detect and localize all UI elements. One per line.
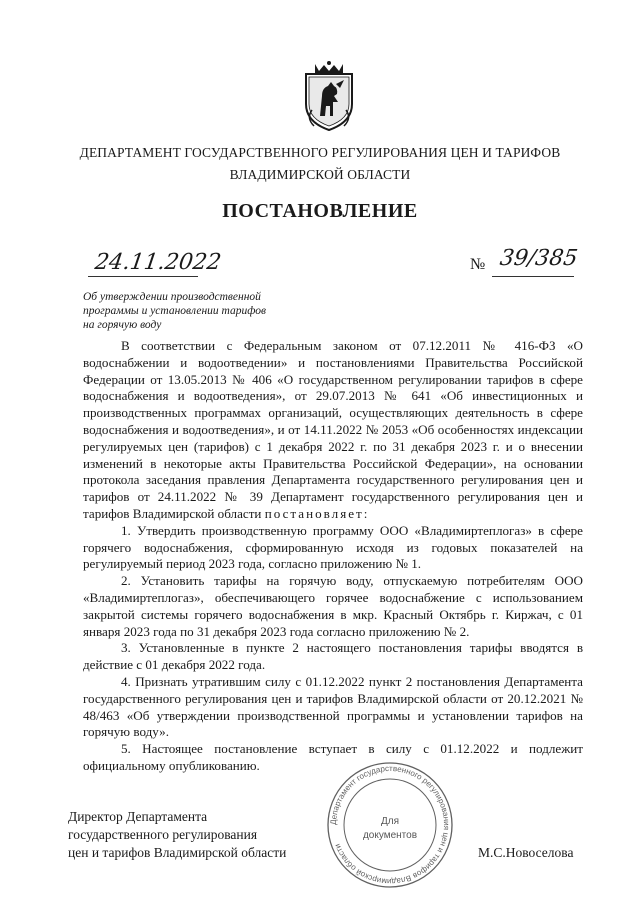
official-stamp-icon <box>320 760 460 890</box>
document-subject <box>83 290 293 332</box>
subject-line: на горячую воду <box>83 319 162 331</box>
subject-line: программы и установлении тарифов <box>83 305 266 317</box>
document-number: 39/385 <box>498 246 580 271</box>
item-4: 4. Признать утратившим силу с 01.12.2022 пункт 2 постановления Департамента государственного регулирования цен и тарифов Владимирской области от 20.12.2021 № 48/463 «Об утверждении производственной программы и установлении тарифов на горячую воду». <box>83 673 583 740</box>
stamp-ring-text: Департамент государственного регулирования цен и тарифов Владимирской области <box>328 763 452 887</box>
signatory-title-line: цен и тарифов Владимирской области <box>68 845 287 860</box>
stamp-inner-line2: документов <box>362 830 418 841</box>
item-5: 5. Настоящее постановление вступает в силу с 01.12.2022 и подлежит официальному опубликованию. <box>83 741 583 773</box>
signatory-name: М.С.Новоселова <box>478 845 574 860</box>
date-underline <box>88 276 198 277</box>
document-body <box>83 338 583 775</box>
number-underline <box>492 276 574 277</box>
department-name-line2: ВЛАДИМИРСКОЙ ОБЛАСТИ <box>229 167 411 182</box>
number-sign: № <box>470 256 486 273</box>
item-2: 2. Установить тарифы на горячую воду, отпускаемую потребителям ООО «Владимиртеплогаз», обеспечивающего горячее водоснабжение с использованием закрытой системы горячего водоснабжения в мкр. Красный Октябрь г. Киржач, с 01 января 2023 года по 31 декабря 2023 года согласно приложению № 2. <box>83 573 583 639</box>
preamble-paragraph <box>83 338 583 523</box>
document-title: ПОСТАНОВЛЕНИЕ <box>222 200 418 222</box>
resolves-word: постановляет: <box>264 505 370 521</box>
subject-line: Об утверждении производственной <box>83 291 261 303</box>
item-3: 3. Установленные в пункте 2 настоящего постановления тарифы вводятся в действие с 01 декабря 2022 года. <box>83 640 583 673</box>
coat-of-arms-icon <box>300 60 358 132</box>
signatory-title-line: государственного регулирования <box>68 827 258 842</box>
stamp-inner-line1: Для <box>380 816 400 827</box>
department-name-line1: ДЕПАРТАМЕНТ ГОСУДАРСТВЕННОГО РЕГУЛИРОВАНИЯ ЦЕН И ТАРИФОВ <box>79 145 561 160</box>
document-date: 24.11.2022 <box>93 250 223 275</box>
signatory-title-line: Директор Департамента <box>68 809 208 824</box>
item-1: 1. Утвердить производственную программу ООО «Владимиртеплогаз» в сфере горячего водоснабжения, сформированную исходя из годовых показателей на регулируемый период 2023 года, согласно приложению № 1. <box>83 522 583 572</box>
signature-block <box>68 808 286 862</box>
preamble-text: В соответствии с Федеральным законом от 07.12.2011 № 416-ФЗ «О водоснабжении и водоотведении» и постановлениями Правительства Российской Федерации от 13.05.2013 № 406 «О государственном регулировании тарифов в сфере водоснабжения и водоотведения», от 29.07.2013 № 641 «Об инвестиционных и производственных программах организаций, осуществляющих деятельность в сфере водоснабжения и водоотведения», и от 14.11.2022 № 2053 «Об особенностях индексации регулируемых цен (тарифов) с 1 декабря 2022 г. по 31 декабря 2023 г. и о внесении изменений в некоторые акты Правительства Российской Федерации», на основании протокола заседания правления Департамента государственного регулирования цен и тарифов от 24.11.2022 № 39 Департамент государственного регулирования цен и тарифов Владимирской области <box>83 338 583 521</box>
